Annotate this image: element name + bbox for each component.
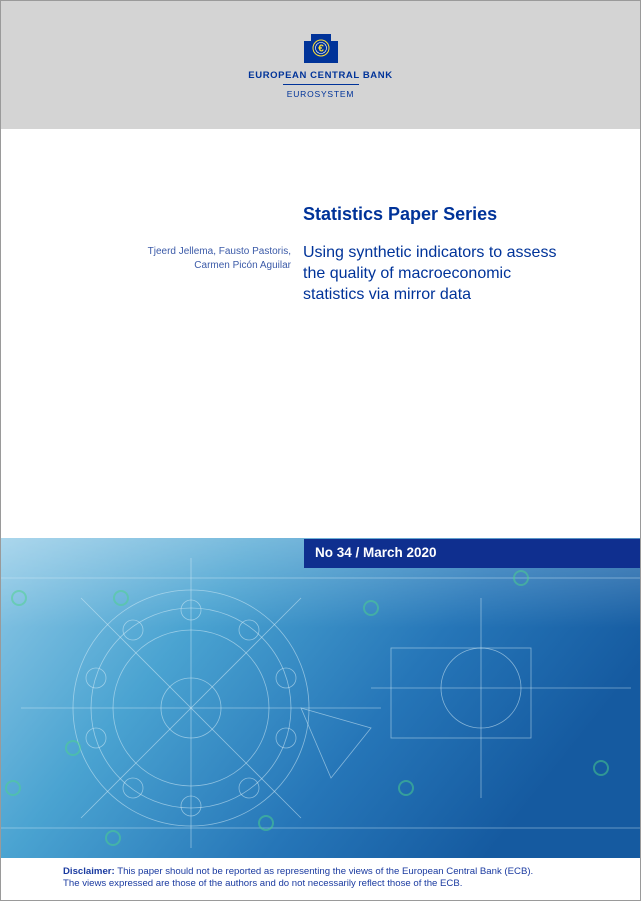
issue-number: No 34 / March 2020 — [315, 545, 437, 560]
paper-title — [303, 242, 623, 305]
issue-band — [304, 539, 640, 568]
authors — [81, 245, 291, 272]
header-band — [1, 1, 640, 129]
paper-title-line-3: statistics via mirror data — [303, 286, 472, 303]
disclaimer-label: Disclaimer: — [63, 866, 115, 877]
authors-line-1: Tjeerd Jellema, Fausto Pastoris, — [147, 246, 291, 257]
cover-artwork — [1, 538, 640, 858]
disclaimer — [63, 866, 623, 890]
disclaimer-line-2: The views expressed are those of the authors and do not necessarily reflect those of the ECB. — [63, 878, 463, 889]
institution-name: EUROPEAN CENTRAL BANK — [248, 70, 393, 81]
paper-title-line-2: the quality of macroeconomic — [303, 265, 512, 282]
authors-line-2: Carmen Picón Aguilar — [194, 259, 291, 271]
disclaimer-text-1: This paper should not be reported as representing the views of the European Central Bank (ECB). — [117, 866, 534, 877]
eurosystem-label: EUROSYSTEM — [286, 89, 355, 99]
euro-logo-icon — [303, 33, 339, 63]
institution-divider — [283, 84, 359, 85]
paper-title-line-1: Using synthetic indicators to assess — [303, 244, 557, 261]
disclaimer-line-1 — [63, 866, 623, 878]
svg-text:€: € — [318, 43, 324, 55]
series-title: Statistics Paper Series — [303, 204, 498, 224]
